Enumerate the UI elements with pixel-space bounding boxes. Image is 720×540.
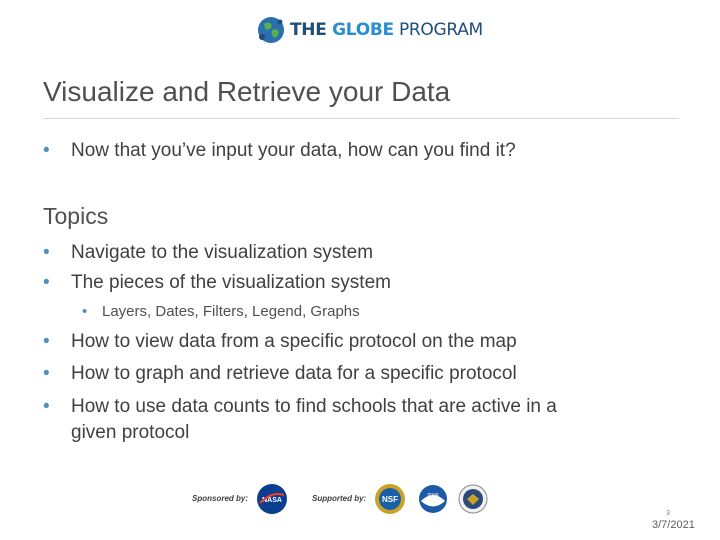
sponsored-by-label: Sponsored by: bbox=[192, 494, 249, 503]
bullet-dot-icon: • bbox=[43, 331, 50, 352]
intro-bullet-text: Now that you’ve input your data, how can you find it? bbox=[71, 140, 516, 161]
nasa-logo-icon bbox=[256, 483, 288, 515]
slide-date: 3/7/2021 bbox=[652, 519, 695, 531]
logo-text-the: THE bbox=[290, 20, 333, 40]
list-item-text: Navigate to the visualization system bbox=[71, 242, 374, 263]
sub-list-item-text: Layers, Dates, Filters, Legend, Graphs bbox=[102, 303, 360, 320]
bullet-dot-icon: • bbox=[43, 396, 50, 417]
sponsor-footer bbox=[190, 480, 500, 520]
logo-text-globe: GLOBE bbox=[332, 20, 394, 40]
slide-title: Visualize and Retrieve your Data bbox=[43, 76, 451, 107]
list-item-text: How to graph and retrieve data for a specific protocol bbox=[71, 363, 517, 384]
title-divider bbox=[43, 118, 679, 119]
bullet-dot-icon: • bbox=[43, 363, 50, 384]
page-number: 3 bbox=[666, 510, 670, 517]
bullet-dot-icon: • bbox=[43, 272, 50, 293]
topics-heading: Topics bbox=[43, 203, 109, 229]
list-item-text: How to use data counts to find schools that are active in a bbox=[71, 396, 557, 417]
list-item-text: given protocol bbox=[71, 422, 190, 443]
noaa-logo-icon bbox=[418, 484, 448, 514]
state-department-seal-icon bbox=[458, 484, 488, 514]
bullet-dot-icon: • bbox=[43, 140, 50, 161]
globe-icon bbox=[256, 15, 286, 45]
globe-program-logo bbox=[256, 12, 483, 48]
noaa-logo-text: noaa bbox=[427, 492, 439, 498]
logo-text bbox=[290, 20, 483, 40]
bullet-dot-icon: • bbox=[82, 303, 88, 320]
logo-text-program: PROGRAM bbox=[393, 20, 483, 40]
list-item-text: How to view data from a specific protocol on the map bbox=[71, 331, 517, 352]
list-item-text: The pieces of the visualization system bbox=[71, 272, 391, 293]
nsf-logo-text: NSF bbox=[382, 495, 398, 504]
supported-by-label: Supported by: bbox=[312, 494, 367, 503]
nasa-logo-text: NASA bbox=[262, 497, 282, 504]
bullet-dot-icon: • bbox=[43, 242, 50, 263]
nsf-logo-icon bbox=[374, 483, 406, 515]
